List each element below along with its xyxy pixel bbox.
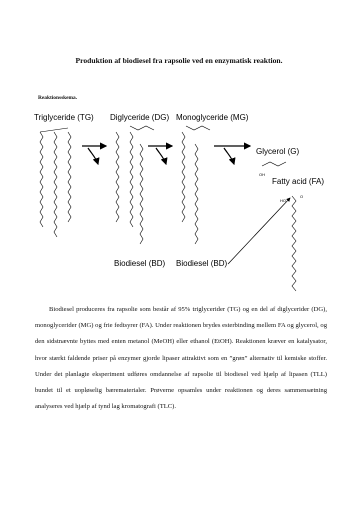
reaction-arrows (82, 146, 250, 164)
label-diglyceride: Diglyceride (DG) (110, 113, 170, 122)
document-title: Produktion af biodiesel fra rapsolie ved en enzymatisk reaktion. (75, 56, 283, 65)
glyceryl-fragments (130, 126, 210, 130)
monoglyceride-structure (182, 132, 198, 244)
label-biodiesel-2: Biodiesel (BD) (176, 259, 228, 268)
fatty-acid-structure (280, 194, 303, 291)
label-monoglyceride: Monoglyceride (MG) (176, 113, 249, 122)
label-triglyceride: Triglyceride (TG) (34, 113, 94, 122)
fatty-acid-o: O (300, 194, 304, 199)
diagonal-arrow (228, 198, 290, 264)
fatty-acid-ho: HO (280, 198, 286, 203)
glycerol-structure (259, 162, 286, 177)
section-heading: Reaktionsskema. (38, 95, 78, 101)
label-fatty-acid: Fatty acid (FA) (272, 177, 325, 186)
diglyceride-structure (116, 132, 143, 244)
glycerol-oh: OH (259, 172, 265, 177)
label-biodiesel-1: Biodiesel (BD) (114, 259, 166, 268)
body-text (35, 302, 327, 415)
paragraph: Biodiesel produceres fra rapsolie som består af 95% triglycerider (TG) og en del af diglycerider (DG), monoglycerider (MG) og frie fedtsyrer (FA). Under reaktionen brydes esterbinding mellem FA og glycerol, og den sidstnævnte byttes med enten metanol (MeOH) eller ethanol (EtOH). Reaktionen kræver en katalysator, hvor stærkt faldende priser på enzymer gjorde lipaser attraktivt som en ”grøn” alternativ til kemiske stoffer. Under det planlagte eksperiment udføres omdannelse af rapsolie til biodiesel ved hjælp af lipasen (TLL) bundet til et uopløselig bærematerialer. Prøverne opsamles under reaktionen og deres sammensætning analyseres ved hjælp af tynd lag kromatografi (TLC). (35, 306, 327, 411)
label-glycerol: Glycerol (G) (256, 147, 300, 156)
triglyceride-structure (40, 128, 71, 237)
reaction-scheme (30, 104, 330, 304)
